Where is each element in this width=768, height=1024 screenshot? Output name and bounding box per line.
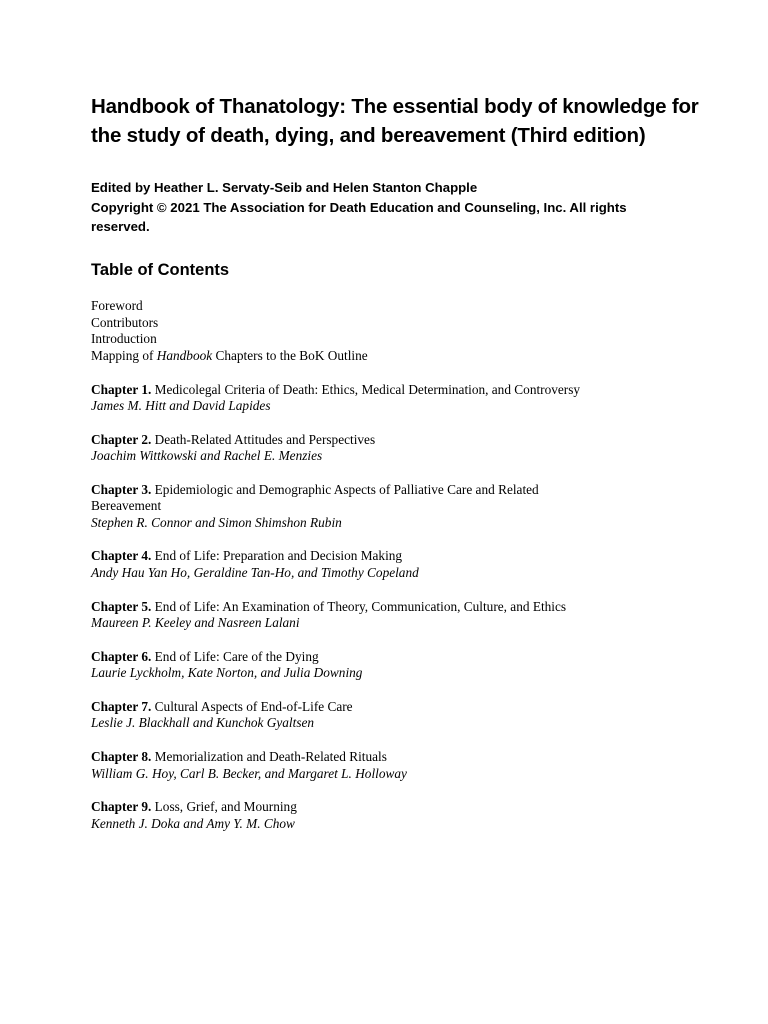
toc-entry-mapping [91,348,611,365]
toc-chapter [91,749,611,782]
toc-chapter [91,799,611,832]
chapter-number: Chapter 1. [91,381,152,397]
chapter-number: Chapter 6. [91,648,152,664]
mapping-prefix: Mapping of [91,348,157,364]
toc-heading: Table of Contents [91,261,230,279]
document-title: Handbook of Thanatology: The essential body of knowledge for the study of death, dying, and bereavement (Third edition) [91,95,699,147]
chapter-authors: Kenneth J. Doka and Amy Y. M. Chow [91,815,295,831]
chapter-number: Chapter 2. [91,431,152,447]
toc-chapter [91,482,611,532]
copyright-line: Copyright © 2021 The Association for Death Education and Counseling, Inc. All rights reserved. [91,199,627,234]
chapter-number: Chapter 7. [91,698,152,714]
editors-line: Edited by Heather L. Servaty-Seib and Helen Stanton Chapple [91,180,478,195]
chapter-authors: Laurie Lyckholm, Kate Norton, and Julia Downing [91,665,363,681]
chapter-title: Cultural Aspects of End-of-Life Care [154,698,353,714]
toc-chapter [91,649,611,682]
chapter-title: Loss, Grief, and Mourning [154,798,297,814]
mapping-suffix: Chapters to the BoK Outline [212,348,368,364]
chapter-authors: Stephen R. Connor and Simon Shimshon Rubin [91,515,342,531]
chapter-title: Epidemiologic and Demographic Aspects of Palliative Care and Related Bereavement [91,481,539,514]
toc-entry-introduction: Introduction [91,331,157,347]
chapter-number: Chapter 4. [91,548,152,564]
toc-chapter [91,432,611,465]
toc-chapter [91,699,611,732]
chapter-authors: William G. Hoy, Carl B. Becker, and Margaret L. Holloway [91,765,407,781]
chapter-title: End of Life: Preparation and Decision Making [154,548,403,564]
table-of-contents [91,298,611,849]
toc-chapter [91,548,611,581]
chapter-authors: Maureen P. Keeley and Nasreen Lalani [91,615,300,631]
chapter-title: Medicolegal Criteria of Death: Ethics, Medical Determination, and Controversy [154,381,581,397]
chapter-title: End of Life: An Examination of Theory, Communication, Culture, and Ethics [154,598,567,614]
chapter-number: Chapter 8. [91,748,152,764]
mapping-handbook: Handbook [156,348,213,364]
toc-entry-contributors: Contributors [91,314,159,330]
chapter-title: Death-Related Attitudes and Perspectives [154,431,376,447]
chapter-authors: Andy Hau Yan Ho, Geraldine Tan-Ho, and Timothy Copeland [91,565,419,581]
front-matter-list [91,298,611,365]
chapter-number: Chapter 5. [91,598,152,614]
chapter-authors: Joachim Wittkowski and Rachel E. Menzies [91,448,323,464]
chapter-number: Chapter 3. [91,481,152,497]
toc-chapter [91,599,611,632]
chapter-title: Memorialization and Death-Related Rituals [154,748,387,764]
toc-chapter [91,382,611,415]
toc-entry-foreword: Foreword [91,298,143,313]
chapter-number: Chapter 9. [91,798,152,814]
document-meta [91,178,651,237]
chapter-authors: Leslie J. Blackhall and Kunchok Gyaltsen [91,715,315,731]
chapter-title: End of Life: Care of the Dying [154,648,319,664]
chapter-authors: James M. Hitt and David Lapides [91,398,271,414]
